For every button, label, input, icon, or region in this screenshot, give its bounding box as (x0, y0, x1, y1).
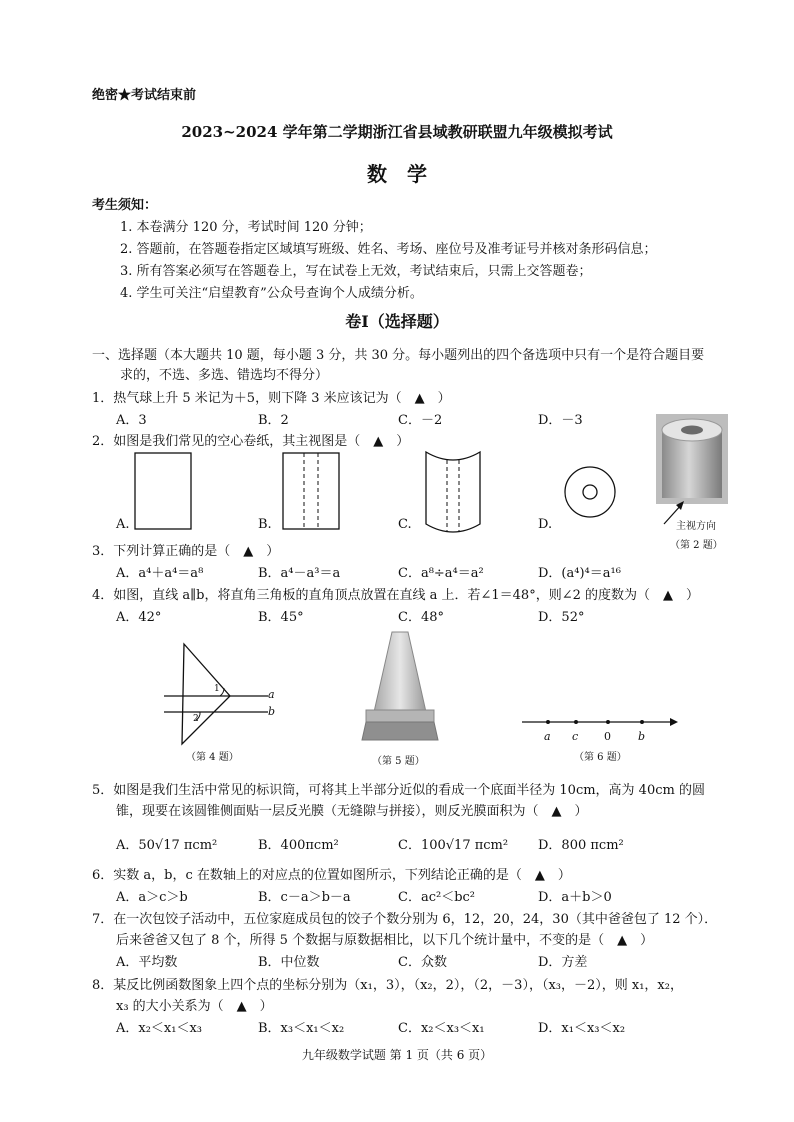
q2-option-b[interactable]: B. (258, 517, 272, 532)
q5-option-c[interactable]: C．100√17 πcm² (398, 838, 509, 853)
traffic-cone-photo (362, 632, 438, 744)
question-4-stem: 4．如图，直线 a∥b，将直角三角板的直角顶点放置在直线 a 上．若∠1＝48°，则∠2 的度数为（ ▲ ） (92, 588, 699, 603)
q3-option-b[interactable]: B．a⁴－a³＝a (258, 566, 341, 581)
notice-item: 2. 答题前，在答题卷指定区域填写班级、姓名、考场、座位号及准考证号并核对条形码信息； (120, 242, 657, 257)
q8-option-b[interactable]: B．x₃＜x₁＜x₂ (258, 1021, 345, 1036)
notice-item: 4. 学生可关注“启望教育”公众号查询个人成绩分析。 (120, 286, 423, 301)
q6-option-d[interactable]: D．a＋b＞0 (538, 890, 612, 905)
fig6-label-0: 0 (604, 730, 611, 743)
q8-option-a[interactable]: A．x₂＜x₁＜x₃ (116, 1021, 203, 1036)
q3-option-d[interactable]: D．(a⁴)⁴＝a¹⁶ (538, 566, 621, 581)
q4-option-c[interactable]: C．48° (398, 610, 444, 625)
q4-option-d[interactable]: D．52° (538, 610, 585, 625)
confidential-label: 绝密★考试结束前 (92, 88, 197, 103)
section-title: 卷Ⅰ（选择题） (345, 312, 449, 331)
fig4-line-b-label: b (268, 705, 276, 718)
q1-option-b[interactable]: B．2 (258, 413, 289, 428)
fig5-caption: （第 5 题） (372, 756, 425, 767)
question-7-stem: 后来爸爸又包了 8 个，所得 5 个数据与原数据相比，以下几个统计量中，不变的是（ ▲ ） (116, 933, 654, 948)
question-1-stem: 1．热气球上升 5 米记为＋5，则下降 3 米应该记为（ ▲ ） (92, 391, 451, 406)
fig6-number-line (520, 712, 680, 732)
view-direction-label: 主视方向 (676, 521, 716, 532)
q8-option-d[interactable]: D．x₁＜x₃＜x₂ (538, 1021, 626, 1036)
q5-option-b[interactable]: B．400πcm² (258, 838, 339, 853)
q2-option-c[interactable]: C. (398, 517, 412, 532)
q7-option-a[interactable]: A．平均数 (116, 955, 178, 970)
question-7-stem: 7．在一次包饺子活动中，五位家庭成员包的饺子个数分别为 6，12，20，24，30（其中爸爸包了 12 个）． (92, 912, 718, 927)
q5-option-a[interactable]: A．50√17 πcm² (116, 838, 218, 853)
question-8-stem: 8．某反比例函数图象上四个点的坐标分别为（x₁，3），（x₂，2），（2，－3），（x₃，－2），则 x₁，x₂， (92, 978, 683, 993)
section-instruction: 一、选择题（本大题共 10 题，每小题 3 分，共 30 分。每小题列出的四个备选项中只有一个是符合题目要 (92, 348, 705, 363)
question-5-stem: 5．如图是我们生活中常见的标识筒，可将其上半部分近似的看成一个底面半径为 10cm，高为 40cm 的圆 (92, 783, 705, 798)
notice-item: 1. 本卷满分 120 分，考试时间 120 分钟； (120, 220, 372, 235)
q6-option-a[interactable]: A．a＞c＞b (116, 890, 188, 905)
q8-option-c[interactable]: C．x₂＜x₃＜x₁ (398, 1021, 485, 1036)
q1-option-c[interactable]: C．－2 (398, 413, 443, 428)
question-3-stem: 3．下列计算正确的是（ ▲ ） (92, 544, 280, 559)
fig4-caption: （第 4 题） (186, 752, 239, 763)
q5-option-d[interactable]: D．800 πcm² (538, 838, 624, 853)
q2-figure-c-curved-roll (424, 448, 484, 534)
q2-caption: （第 2 题） (670, 540, 723, 551)
section-instruction: 求的，不选、多选、错选均不得分） (120, 368, 329, 383)
page-footer: 九年级数学试题 第 1 页（共 6 页） (301, 1048, 493, 1062)
toilet-roll-photo (656, 414, 728, 504)
q4-option-a[interactable]: A．42° (116, 610, 162, 625)
question-2-stem: 2．如图是我们常见的空心卷纸，其主视图是（ ▲ ） (92, 434, 410, 449)
fig4-triangle-parallel-lines (160, 640, 280, 750)
notice-title: 考生须知： (92, 198, 158, 213)
fig6-caption: （第 6 题） (574, 752, 627, 763)
q1-option-a[interactable]: A．3 (116, 413, 147, 428)
q2-option-a[interactable]: A. (116, 517, 130, 532)
fig4-line-a-label: a (268, 688, 275, 701)
q3-option-a[interactable]: A．a⁴＋a⁴＝a⁸ (116, 566, 204, 581)
q4-option-b[interactable]: B．45° (258, 610, 304, 625)
q7-option-b[interactable]: B．中位数 (258, 955, 320, 970)
question-8-stem: x₃ 的大小关系为（ ▲ ） (116, 999, 273, 1014)
question-5-stem: 锥，现要在该圆锥侧面贴一层反光膜（无缝隙与拼接），则反光膜面积为（ ▲ ） (116, 804, 588, 819)
fig6-label-b: b (638, 730, 646, 743)
q2-figure-b-rectangle-dashed (282, 452, 342, 532)
q7-option-c[interactable]: C．众数 (398, 955, 447, 970)
q7-option-d[interactable]: D．方差 (538, 955, 588, 970)
exam-title: 2023~2024 学年第二学期浙江省县域教研联盟九年级模拟考试 (181, 123, 613, 141)
q2-figure-d-circles (562, 464, 618, 520)
fig4-angle-2-label: 2 (193, 714, 199, 724)
q1-option-d[interactable]: D．－3 (538, 413, 583, 428)
fig4-angle-1-label: 1 (214, 684, 220, 694)
q6-option-c[interactable]: C．ac²＜bc² (398, 890, 476, 905)
fig6-label-c: c (572, 730, 579, 743)
notice-item: 3. 所有答案必须写在答题卷上，写在试卷上无效，考试结束后，只需上交答题卷； (120, 264, 592, 279)
q2-figure-a-rectangle (134, 452, 194, 532)
fig6-label-a: a (544, 730, 551, 743)
q6-option-b[interactable]: B．c－a＞b－a (258, 890, 351, 905)
subject-title: 数 学 (367, 162, 427, 186)
question-6-stem: 6．实数 a，b，c 在数轴上的对应点的位置如图所示，下列结论正确的是（ ▲ ） (92, 868, 571, 883)
q3-option-c[interactable]: C．a⁸÷a⁴＝a² (398, 566, 484, 581)
q2-option-d[interactable]: D. (538, 517, 553, 532)
